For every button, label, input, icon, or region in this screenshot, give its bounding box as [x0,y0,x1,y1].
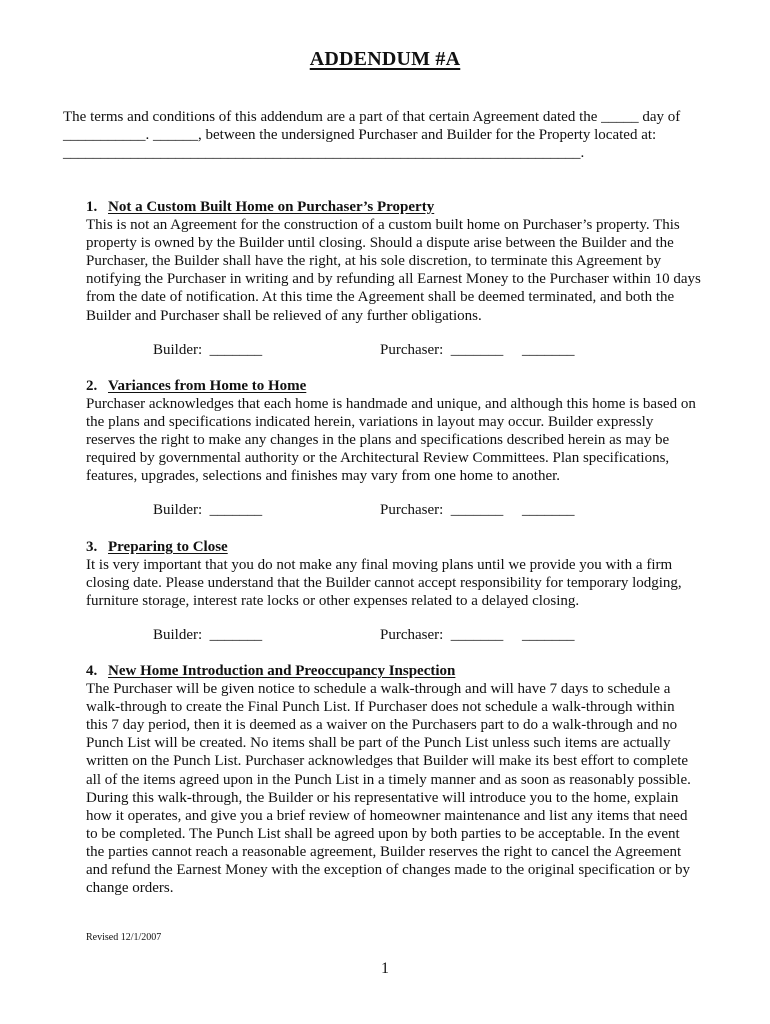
page-number: 1 [381,960,389,977]
section-heading-text: Not a Custom Built Home on Purchaser’s Property [108,199,435,215]
section-number: 3. [86,539,98,555]
section-heading [86,538,718,556]
section-2 [86,377,718,486]
section-4 [86,662,718,897]
section-number: 2. [86,378,98,394]
section-heading-text: Variances from Home to Home [108,378,307,394]
body-line: required by governmental authority or the Architectural Review Committees. Plan specifications, [86,450,670,467]
intro-line: _____________________________________________________________________. [63,145,585,161]
purchaser-initials-field[interactable]: Purchaser: _______ _______ [380,627,575,643]
section-1 [86,198,718,325]
body-line: reserves the right to make any changes in the plans and specifications described herein as may be [86,432,670,449]
body-line: written on the Punch List. Purchaser acknowledges that Builder will make its best effort to complete [86,753,689,770]
body-line: all of the items agreed upon in the Punch List in a timely manner and as soon as reasonably possible. [86,771,691,788]
section-body [86,556,718,610]
builder-initials-field[interactable]: Builder: _______ [153,342,263,358]
section-heading [86,377,718,395]
body-line: Purchaser acknowledges that each home is handmade and unique, and although this home is based on [86,396,696,413]
body-line: this 7 day period, then it is deemed as a waiver on the Purchasers part to do a walk-through and no [86,717,678,734]
builder-initials-field[interactable]: Builder: _______ [153,502,263,518]
body-line: The Purchaser will be given notice to schedule a walk-through and will have 7 days to schedule a [86,681,671,698]
body-line: to be completed. The Punch List shall be agreed upon by both parties to be acceptable. In the event [86,825,680,842]
purchaser-initials-field[interactable]: Purchaser: _______ _______ [380,502,575,518]
body-line: It is very important that you do not make any final moving plans until we provide you with a firm [86,557,673,574]
body-line: walk-through to create the Final Punch List. If Purchaser does not schedule a walk-through within [86,699,675,716]
section-body [86,680,718,897]
intro-line: The terms and conditions of this addendum are a part of that certain Agreement dated the _____ day of [63,109,681,125]
body-line: from the date of notification. At this time the Agreement shall be deemed terminated, and both the [86,289,675,306]
body-line: change orders. [86,880,174,897]
section-number: 4. [86,663,98,679]
purchaser-initials-field[interactable]: Purchaser: _______ _______ [380,342,575,358]
section-number: 1. [86,199,98,215]
section-body [86,216,718,325]
section-body [86,395,718,485]
body-line: closing date. Please understand that the Builder cannot accept responsibility for temporary lodging, [86,575,682,592]
section-heading [86,662,718,680]
body-line: furniture storage, interest rate locks or other expenses related to a delayed closing. [86,593,580,610]
body-line: features, upgrades, selections and finishes may vary from one home to another. [86,468,561,485]
page-title: ADDENDUM #A [309,48,461,70]
body-line: During this walk-through, the Builder or his representative will introduce you to the home, explain [86,789,679,806]
body-line: notifying the Purchaser in writing and by refunding all Earnest Money to the Purchaser within 10 days [86,271,701,288]
body-line: how it operates, and give you a brief review of homeowner maintenance and list any items that need [86,807,688,824]
body-line: the plans and specifications indicated herein, variations in layout may occur. Builder expressly [86,414,654,431]
section-heading-text: New Home Introduction and Preoccupancy Inspection [108,663,456,679]
body-line: property is owned by the Builder until closing. Should a dispute arise between the Builder and the [86,235,674,252]
body-line: Builder and Purchaser shall be relieved of any further obligations. [86,307,482,324]
section-heading [86,198,718,216]
section-3 [86,538,718,610]
intro-paragraph [63,108,718,162]
section-heading-text: Preparing to Close [108,539,228,555]
body-line: Purchaser, the Builder shall have the right, at his sole discretion, to terminate this Agreement by [86,253,662,270]
builder-initials-field[interactable]: Builder: _______ [153,627,263,643]
body-line: the parties cannot reach a reasonable agreement, Builder reserves the right to cancel the Agreement [86,843,682,860]
body-line: and refund the Earnest Money with the exception of changes made to the original specification or by [86,862,690,879]
body-line: Punch List will be created. No items shall be part of the Punch List unless such items are actually [86,735,671,752]
body-line: This is not an Agreement for the construction of a custom built home on Purchaser’s property. This [86,217,680,234]
revision-date: Revised 12/1/2007 [86,932,162,943]
intro-line: ___________. ______, between the undersigned Purchaser and Builder for the Property located at: [63,127,657,143]
